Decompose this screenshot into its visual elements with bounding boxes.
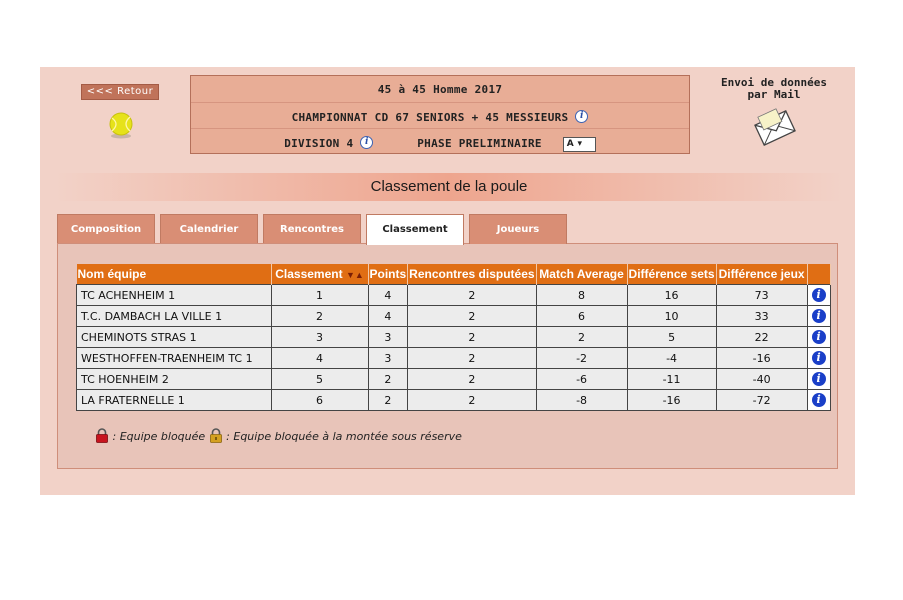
points-cell: 4 [368, 285, 408, 306]
info-cell [807, 285, 830, 306]
games-cell: 33 [716, 306, 807, 327]
team-name[interactable]: TC ACHENHEIM 1 [77, 285, 272, 306]
page-title: Classement de la poule [54, 173, 844, 201]
back-button[interactable]: <<< Retour [81, 84, 159, 100]
sets-cell: 5 [627, 327, 716, 348]
lock-legend [95, 428, 462, 443]
games-cell: -72 [716, 390, 807, 411]
info-icon[interactable]: i [812, 330, 826, 344]
sort-arrows-icon[interactable]: ▼▲ [345, 270, 364, 280]
info-icon[interactable]: i [812, 351, 826, 365]
rank-cell: 5 [271, 369, 368, 390]
info-icon[interactable]: i [812, 288, 826, 302]
played-cell: 2 [408, 327, 536, 348]
rank-cell: 4 [271, 348, 368, 369]
col-header-team[interactable]: Nom équipe [77, 264, 272, 285]
rank-cell: 2 [271, 306, 368, 327]
col-header-played[interactable]: Rencontres disputées [408, 264, 536, 285]
team-name[interactable]: T.C. DAMBACH LA VILLE 1 [77, 306, 272, 327]
average-cell: -8 [536, 390, 627, 411]
team-name[interactable]: CHEMINOTS STRAS 1 [77, 327, 272, 348]
standings-table [76, 264, 831, 411]
info-icon[interactable]: i [812, 309, 826, 323]
sets-cell: 16 [627, 285, 716, 306]
table-row [77, 390, 831, 411]
col-header-games[interactable]: Différence jeux [716, 264, 807, 285]
col-header-rank[interactable]: Classement ▼▲ [271, 264, 368, 285]
phase-label: PHASE PRELIMINAIRE [417, 137, 542, 150]
info-icon[interactable]: i [360, 136, 373, 149]
info-icon[interactable]: i [575, 110, 588, 123]
info-cell [807, 369, 830, 390]
played-cell: 2 [408, 285, 536, 306]
info-icon[interactable]: i [812, 372, 826, 386]
tennis-ball-icon [107, 111, 135, 139]
rank-cell: 1 [271, 285, 368, 306]
points-cell: 3 [368, 327, 408, 348]
table-row [77, 285, 831, 306]
envelope-icon[interactable] [752, 107, 798, 149]
average-cell: 8 [536, 285, 627, 306]
legend-blocked-promo: : Equipe bloquée à la montée sous réserve [226, 430, 462, 443]
info-cell [807, 390, 830, 411]
average-cell: 2 [536, 327, 627, 348]
legend-blocked: : Equipe bloquée [112, 430, 206, 443]
sets-cell: -16 [627, 390, 716, 411]
col-header-sets[interactable]: Différence sets [627, 264, 716, 285]
tab-calendrier[interactable]: Calendrier [160, 214, 258, 244]
played-cell: 2 [408, 306, 536, 327]
table-row [77, 348, 831, 369]
rank-cell: 6 [271, 390, 368, 411]
points-cell: 3 [368, 348, 408, 369]
table-row [77, 327, 831, 348]
red-lock-icon [95, 428, 109, 443]
games-cell: 73 [716, 285, 807, 306]
sets-cell: 10 [627, 306, 716, 327]
points-cell: 4 [368, 306, 408, 327]
sets-cell: -4 [627, 348, 716, 369]
info-cell [807, 348, 830, 369]
mail-export-label[interactable]: Envoi de données par Mail [721, 76, 827, 101]
col-header-info [807, 264, 830, 285]
played-cell: 2 [408, 390, 536, 411]
info-icon[interactable]: i [812, 393, 826, 407]
team-name[interactable]: TC HOENHEIM 2 [77, 369, 272, 390]
average-cell: -6 [536, 369, 627, 390]
team-name[interactable]: LA FRATERNELLE 1 [77, 390, 272, 411]
gold-lock-icon [209, 428, 223, 443]
sets-cell: -11 [627, 369, 716, 390]
col-header-points[interactable]: Points [368, 264, 408, 285]
championship-name: CHAMPIONNAT CD 67 SENIORS + 45 MESSIEURS [291, 111, 569, 124]
played-cell: 2 [408, 348, 536, 369]
tab-joueurs[interactable]: Joueurs [469, 214, 567, 244]
info-cell [807, 327, 830, 348]
competition-info-box [190, 75, 690, 154]
average-cell: 6 [536, 306, 627, 327]
tab-classement[interactable]: Classement [366, 214, 464, 245]
competition-category: 45 à 45 Homme 2017 [377, 83, 503, 96]
team-name[interactable]: WESTHOFFEN-TRAENHEIM TC 1 [77, 348, 272, 369]
played-cell: 2 [408, 369, 536, 390]
division-label: DIVISION 4 [284, 137, 354, 150]
table-row [77, 306, 831, 327]
games-cell: -40 [716, 369, 807, 390]
games-cell: -16 [716, 348, 807, 369]
tab-panel [57, 243, 838, 469]
phase-select[interactable]: A ▾ [563, 137, 596, 152]
app-window [40, 67, 855, 495]
average-cell: -2 [536, 348, 627, 369]
points-cell: 2 [368, 369, 408, 390]
championship-line [191, 110, 689, 124]
tab-composition[interactable]: Composition [57, 214, 155, 244]
info-cell [807, 306, 830, 327]
tab-rencontres[interactable]: Rencontres [263, 214, 361, 244]
games-cell: 22 [716, 327, 807, 348]
points-cell: 2 [368, 390, 408, 411]
division-line [191, 136, 689, 152]
col-header-average[interactable]: Match Average [536, 264, 627, 285]
table-header-row [77, 264, 831, 285]
rank-cell: 3 [271, 327, 368, 348]
table-row [77, 369, 831, 390]
